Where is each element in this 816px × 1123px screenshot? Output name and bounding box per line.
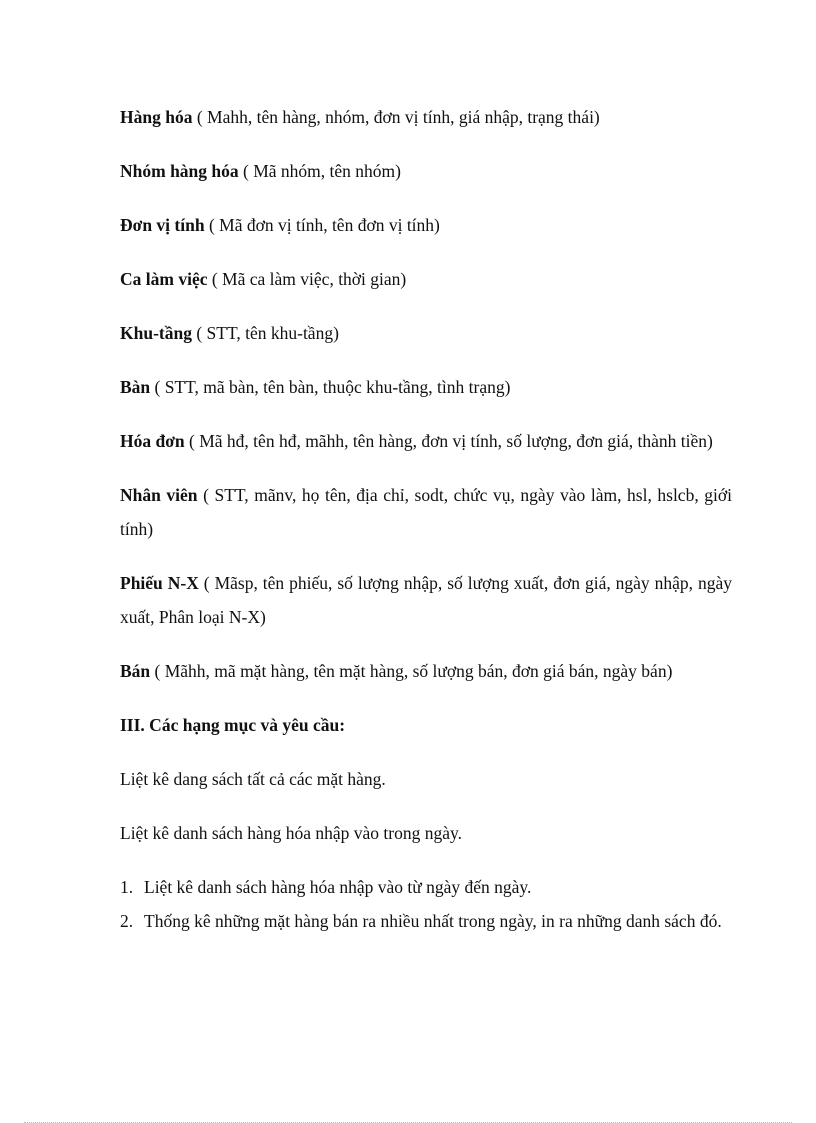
entity-name: Bàn <box>120 377 151 397</box>
entity-attributes: ( Mãsp, tên phiếu, số lượng nhập, số lượng xuất, đơn giá, ngày nhập, ngày xuất, Phân loại N-X) <box>120 573 732 627</box>
paragraph: Liệt kê dang sách tất cả các mặt hàng. <box>120 769 386 789</box>
entity-name: Phiếu N-X <box>120 573 199 593</box>
entity-ban <box>120 370 732 404</box>
entity-name: Đơn vị tính <box>120 215 205 235</box>
entity-name: Ca làm việc <box>120 269 208 289</box>
entity-ca-lam-viec <box>120 262 732 296</box>
entity-phieu-nx <box>120 566 732 634</box>
list-item-number: 2. <box>120 911 134 931</box>
entity-attributes: ( Mã ca làm việc, thời gian) <box>207 269 407 289</box>
entity-don-vi-tinh <box>120 208 732 242</box>
entity-hoa-don <box>120 424 732 458</box>
entity-name: Khu-tầng <box>120 323 192 343</box>
entity-attributes: ( Mã hđ, tên hđ, mãhh, tên hàng, đơn vị tính, số lượng, đơn giá, thành tiền) <box>184 431 713 451</box>
list-item <box>120 904 732 938</box>
entity-attributes: ( Mã nhóm, tên nhóm) <box>238 161 401 181</box>
entity-nhom-hang-hoa <box>120 154 732 188</box>
entity-attributes: ( Mãhh, mã mặt hàng, tên mặt hàng, số lượng bán, đơn giá bán, ngày bán) <box>150 661 673 681</box>
document-body <box>120 100 732 938</box>
paragraph: Liệt kê danh sách hàng hóa nhập vào trong ngày. <box>120 823 462 843</box>
entity-hang-hoa <box>120 100 732 134</box>
entity-name: Hóa đơn <box>120 431 185 451</box>
list-item-text: Thống kê những mặt hàng bán ra nhiều nhất trong ngày, in ra những danh sách đó. <box>144 911 722 931</box>
requirements-list <box>120 870 732 938</box>
entity-attributes: ( Mahh, tên hàng, nhóm, đơn vị tính, giá nhập, trạng thái) <box>192 107 600 127</box>
section-heading: III. Các hạng mục và yêu cầu: <box>120 715 346 735</box>
entity-khu-tang <box>120 316 732 350</box>
entity-attributes: ( STT, mã bàn, tên bàn, thuộc khu-tầng, tình trạng) <box>150 377 511 397</box>
entity-name: Nhân viên <box>120 485 198 505</box>
entity-attributes: ( STT, tên khu-tầng) <box>191 323 339 343</box>
entity-name: Hàng hóa <box>120 107 193 127</box>
entity-name: Bán <box>120 661 151 681</box>
list-item-text: Liệt kê danh sách hàng hóa nhập vào từ ngày đến ngày. <box>144 877 532 897</box>
entity-attributes: ( STT, mãnv, họ tên, địa chỉ, sodt, chức vụ, ngày vào làm, hsl, hslcb, giới tính) <box>120 485 732 539</box>
entity-attributes: ( Mã đơn vị tính, tên đơn vị tính) <box>204 215 440 235</box>
entity-name: Nhóm hàng hóa <box>120 161 239 181</box>
entity-nhan-vien <box>120 478 732 546</box>
list-item-number: 1. <box>120 877 134 897</box>
list-item <box>120 870 732 904</box>
entity-ban-hang <box>120 654 732 688</box>
